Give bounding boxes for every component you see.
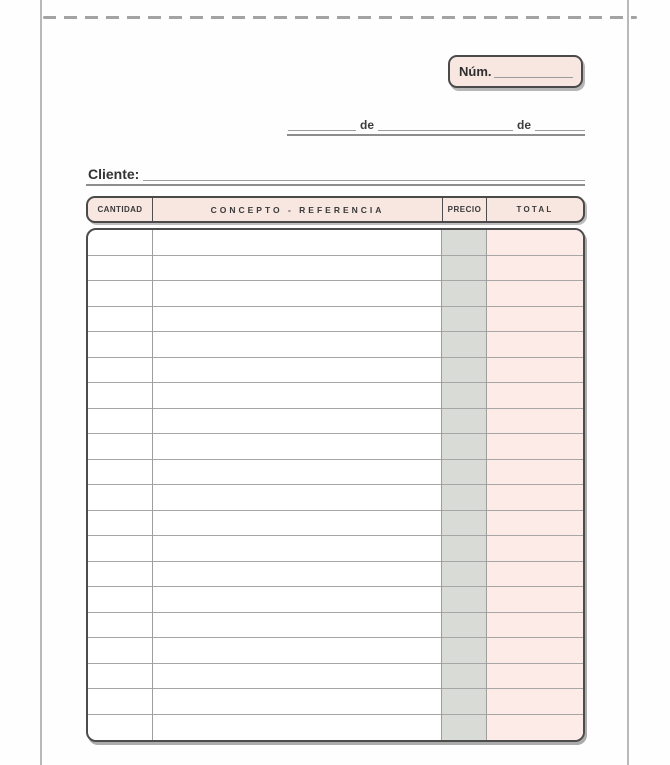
cliente-line bbox=[88, 164, 585, 182]
table-row bbox=[88, 689, 583, 715]
table-rows bbox=[88, 230, 583, 740]
table-header bbox=[86, 196, 585, 223]
date-blank-day bbox=[288, 129, 356, 131]
num-label: Núm. bbox=[459, 64, 492, 79]
date-rule bbox=[287, 134, 585, 136]
perforation-dashed-line bbox=[43, 16, 637, 19]
date-word-de-1: de bbox=[360, 118, 375, 132]
num-box bbox=[448, 55, 583, 88]
date-line bbox=[288, 114, 585, 132]
table-row bbox=[88, 587, 583, 613]
header-precio: PRECIO bbox=[442, 198, 486, 221]
table-row bbox=[88, 511, 583, 537]
table-row bbox=[88, 332, 583, 358]
table-row bbox=[88, 664, 583, 690]
header-total: TOTAL bbox=[486, 198, 583, 221]
cliente-blank bbox=[143, 179, 585, 181]
table-row bbox=[88, 358, 583, 384]
page-edge-left bbox=[40, 0, 42, 765]
table-row bbox=[88, 715, 583, 741]
header-cantidad: CANTIDAD bbox=[97, 205, 143, 214]
table-row bbox=[88, 638, 583, 664]
table-row bbox=[88, 562, 583, 588]
divider-cantidad-concepto bbox=[152, 230, 153, 740]
table-row bbox=[88, 434, 583, 460]
date-word-de-2: de bbox=[516, 118, 531, 132]
page-edge-right bbox=[627, 0, 629, 765]
table-row bbox=[88, 307, 583, 333]
table-row bbox=[88, 281, 583, 307]
table-row bbox=[88, 383, 583, 409]
table-row bbox=[88, 613, 583, 639]
table-body bbox=[86, 228, 585, 742]
divider-concepto-precio bbox=[441, 230, 442, 740]
divider-precio-total bbox=[486, 230, 487, 740]
num-blank-line bbox=[494, 76, 574, 78]
cliente-label: Cliente: bbox=[88, 166, 140, 182]
table-row bbox=[88, 536, 583, 562]
date-blank-month bbox=[378, 129, 513, 131]
table-row bbox=[88, 409, 583, 435]
cliente-rule bbox=[86, 184, 585, 186]
header-concepto-referencia: CONCEPTO - REFERENCIA bbox=[152, 198, 442, 221]
table-row bbox=[88, 485, 583, 511]
table-row bbox=[88, 460, 583, 486]
table-row bbox=[88, 230, 583, 256]
table-row bbox=[88, 256, 583, 282]
date-blank-year bbox=[535, 129, 585, 131]
